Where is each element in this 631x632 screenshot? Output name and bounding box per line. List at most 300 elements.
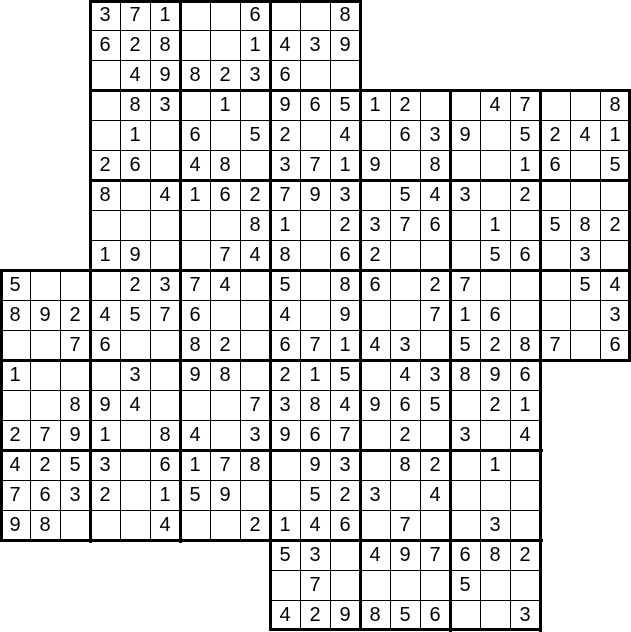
given-cell-r4-c14: 3 bbox=[420, 120, 450, 150]
empty-cell-r9-c17[interactable] bbox=[510, 270, 540, 300]
given-cell-r6-c17: 2 bbox=[510, 180, 540, 210]
empty-cell-r0-c9[interactable] bbox=[270, 0, 300, 30]
given-cell-r4-c17: 5 bbox=[510, 120, 540, 150]
given-cell-r2-c7: 2 bbox=[210, 60, 240, 90]
given-cell-r0-c8: 6 bbox=[240, 0, 270, 30]
given-cell-r16-c14: 4 bbox=[420, 480, 450, 510]
empty-cell-r12-c12[interactable] bbox=[360, 360, 390, 390]
empty-cell-r8-c20[interactable] bbox=[600, 240, 630, 270]
empty-cell-r16-c17[interactable] bbox=[510, 480, 540, 510]
given-cell-r17-c1: 8 bbox=[30, 510, 60, 540]
given-cell-r11-c10: 7 bbox=[300, 330, 330, 360]
empty-cell-r11-c1[interactable] bbox=[30, 330, 60, 360]
given-cell-r11-c18: 7 bbox=[540, 330, 570, 360]
empty-cell-r5-c8[interactable] bbox=[240, 150, 270, 180]
empty-cell-r0-c10[interactable] bbox=[300, 0, 330, 30]
given-cell-r5-c18: 6 bbox=[540, 150, 570, 180]
given-cell-r18-c10: 3 bbox=[300, 540, 330, 570]
given-cell-r9-c9: 5 bbox=[270, 270, 300, 300]
given-cell-r7-c16: 1 bbox=[480, 210, 510, 240]
given-cell-r13-c4: 4 bbox=[120, 390, 150, 420]
empty-cell-r9-c8[interactable] bbox=[240, 270, 270, 300]
given-cell-r9-c6: 7 bbox=[180, 270, 210, 300]
empty-cell-r19-c16[interactable] bbox=[480, 570, 510, 600]
empty-cell-r13-c0[interactable] bbox=[0, 390, 30, 420]
given-cell-r3-c9: 9 bbox=[270, 90, 300, 120]
given-cell-r14-c13: 2 bbox=[390, 420, 420, 450]
given-cell-r15-c1: 2 bbox=[30, 450, 60, 480]
given-cell-r10-c3: 4 bbox=[90, 300, 120, 330]
given-cell-r4-c6: 6 bbox=[180, 120, 210, 150]
given-cell-r13-c10: 8 bbox=[300, 390, 330, 420]
empty-cell-r0-c6[interactable] bbox=[180, 0, 210, 30]
given-cell-r7-c8: 8 bbox=[240, 210, 270, 240]
empty-cell-r7-c7[interactable] bbox=[210, 210, 240, 240]
empty-cell-r13-c6[interactable] bbox=[180, 390, 210, 420]
given-cell-r13-c9: 3 bbox=[270, 390, 300, 420]
empty-cell-r19-c12[interactable] bbox=[360, 570, 390, 600]
given-cell-r8-c4: 9 bbox=[120, 240, 150, 270]
given-cell-r11-c11: 1 bbox=[330, 330, 360, 360]
empty-cell-r6-c12[interactable] bbox=[360, 180, 390, 210]
empty-cell-r12-c5[interactable] bbox=[150, 360, 180, 390]
given-cell-r14-c9: 9 bbox=[270, 420, 300, 450]
given-cell-r13-c12: 9 bbox=[360, 390, 390, 420]
empty-cell-r14-c16[interactable] bbox=[480, 420, 510, 450]
empty-cell-r19-c13[interactable] bbox=[390, 570, 420, 600]
empty-cell-r8-c6[interactable] bbox=[180, 240, 210, 270]
given-cell-r17-c9: 1 bbox=[270, 510, 300, 540]
empty-cell-r4-c7[interactable] bbox=[210, 120, 240, 150]
empty-cell-r11-c19[interactable] bbox=[570, 330, 600, 360]
given-cell-r4-c20: 1 bbox=[600, 120, 630, 150]
given-cell-r11-c15: 5 bbox=[450, 330, 480, 360]
given-cell-r15-c13: 8 bbox=[390, 450, 420, 480]
empty-cell-r7-c17[interactable] bbox=[510, 210, 540, 240]
given-cell-r9-c15: 7 bbox=[450, 270, 480, 300]
given-cell-r15-c16: 1 bbox=[480, 450, 510, 480]
given-cell-r12-c10: 1 bbox=[300, 360, 330, 390]
given-cell-r18-c17: 2 bbox=[510, 540, 540, 570]
given-cell-r4-c19: 4 bbox=[570, 120, 600, 150]
empty-cell-r19-c9[interactable] bbox=[270, 570, 300, 600]
given-cell-r19-c10: 7 bbox=[300, 570, 330, 600]
empty-cell-r7-c6[interactable] bbox=[180, 210, 210, 240]
empty-cell-r9-c13[interactable] bbox=[390, 270, 420, 300]
empty-cell-r8-c18[interactable] bbox=[540, 240, 570, 270]
empty-cell-r10-c8[interactable] bbox=[240, 300, 270, 330]
given-cell-r10-c6: 6 bbox=[180, 300, 210, 330]
empty-cell-r2-c3[interactable] bbox=[90, 60, 120, 90]
empty-cell-r14-c7[interactable] bbox=[210, 420, 240, 450]
empty-cell-r7-c5[interactable] bbox=[150, 210, 180, 240]
given-cell-r12-c15: 8 bbox=[450, 360, 480, 390]
empty-cell-r19-c14[interactable] bbox=[420, 570, 450, 600]
empty-cell-r14-c14[interactable] bbox=[420, 420, 450, 450]
given-cell-r17-c16: 3 bbox=[480, 510, 510, 540]
given-cell-r7-c9: 1 bbox=[270, 210, 300, 240]
empty-cell-r9-c2[interactable] bbox=[60, 270, 90, 300]
given-cell-r10-c20: 3 bbox=[600, 300, 630, 330]
given-cell-r10-c2: 2 bbox=[60, 300, 90, 330]
given-cell-r1-c10: 3 bbox=[300, 30, 330, 60]
given-cell-r14-c6: 4 bbox=[180, 420, 210, 450]
empty-cell-r3-c8[interactable] bbox=[240, 90, 270, 120]
empty-cell-r10-c17[interactable] bbox=[510, 300, 540, 330]
given-cell-r8-c16: 5 bbox=[480, 240, 510, 270]
empty-cell-r2-c11[interactable] bbox=[330, 60, 360, 90]
given-cell-r4-c8: 5 bbox=[240, 120, 270, 150]
given-cell-r11-c2: 7 bbox=[60, 330, 90, 360]
given-cell-r7-c18: 5 bbox=[540, 210, 570, 240]
given-cell-r5-c6: 4 bbox=[180, 150, 210, 180]
empty-cell-r10-c12[interactable] bbox=[360, 300, 390, 330]
empty-cell-r11-c0[interactable] bbox=[0, 330, 30, 360]
empty-cell-r9-c10[interactable] bbox=[300, 270, 330, 300]
empty-cell-r7-c4[interactable] bbox=[120, 210, 150, 240]
given-cell-r3-c7: 1 bbox=[210, 90, 240, 120]
given-cell-r6-c13: 5 bbox=[390, 180, 420, 210]
empty-cell-r13-c15[interactable] bbox=[450, 390, 480, 420]
empty-cell-r15-c9[interactable] bbox=[270, 450, 300, 480]
given-cell-r1-c5: 8 bbox=[150, 30, 180, 60]
given-cell-r5-c4: 6 bbox=[120, 150, 150, 180]
given-cell-r9-c5: 3 bbox=[150, 270, 180, 300]
given-cell-r15-c6: 1 bbox=[180, 450, 210, 480]
empty-cell-r20-c16[interactable] bbox=[480, 600, 510, 630]
given-cell-r15-c0: 4 bbox=[0, 450, 30, 480]
given-cell-r6-c14: 4 bbox=[420, 180, 450, 210]
empty-cell-r17-c6[interactable] bbox=[180, 510, 210, 540]
given-cell-r12-c6: 9 bbox=[180, 360, 210, 390]
empty-cell-r17-c15[interactable] bbox=[450, 510, 480, 540]
given-cell-r18-c15: 6 bbox=[450, 540, 480, 570]
given-cell-r14-c3: 1 bbox=[90, 420, 120, 450]
given-cell-r1-c11: 9 bbox=[330, 30, 360, 60]
given-cell-r5-c14: 8 bbox=[420, 150, 450, 180]
given-cell-r16-c1: 6 bbox=[30, 480, 60, 510]
given-cell-r11-c16: 2 bbox=[480, 330, 510, 360]
given-cell-r20-c13: 5 bbox=[390, 600, 420, 630]
given-cell-r15-c7: 7 bbox=[210, 450, 240, 480]
empty-cell-r8-c13[interactable] bbox=[390, 240, 420, 270]
given-cell-r3-c13: 2 bbox=[390, 90, 420, 120]
empty-cell-r13-c5[interactable] bbox=[150, 390, 180, 420]
given-cell-r10-c0: 8 bbox=[0, 300, 30, 330]
given-cell-r4-c13: 6 bbox=[390, 120, 420, 150]
given-cell-r3-c20: 8 bbox=[600, 90, 630, 120]
empty-cell-r16-c16[interactable] bbox=[480, 480, 510, 510]
empty-cell-r16-c13[interactable] bbox=[390, 480, 420, 510]
given-cell-r14-c2: 9 bbox=[60, 420, 90, 450]
given-cell-r6-c11: 3 bbox=[330, 180, 360, 210]
empty-cell-r8-c10[interactable] bbox=[300, 240, 330, 270]
empty-cell-r17-c12[interactable] bbox=[360, 510, 390, 540]
given-cell-r8-c12: 2 bbox=[360, 240, 390, 270]
empty-cell-r16-c9[interactable] bbox=[270, 480, 300, 510]
empty-cell-r18-c11[interactable] bbox=[330, 540, 360, 570]
empty-cell-r6-c18[interactable] bbox=[540, 180, 570, 210]
empty-cell-r7-c3[interactable] bbox=[90, 210, 120, 240]
empty-cell-r17-c2[interactable] bbox=[60, 510, 90, 540]
given-cell-r18-c12: 4 bbox=[360, 540, 390, 570]
given-cell-r16-c3: 2 bbox=[90, 480, 120, 510]
given-cell-r6-c7: 6 bbox=[210, 180, 240, 210]
given-cell-r12-c7: 8 bbox=[210, 360, 240, 390]
given-cell-r8-c7: 7 bbox=[210, 240, 240, 270]
given-cell-r20-c17: 3 bbox=[510, 600, 540, 630]
empty-cell-r6-c4[interactable] bbox=[120, 180, 150, 210]
given-cell-r20-c11: 9 bbox=[330, 600, 360, 630]
empty-cell-r10-c18[interactable] bbox=[540, 300, 570, 330]
empty-cell-r5-c13[interactable] bbox=[390, 150, 420, 180]
given-cell-r18-c13: 9 bbox=[390, 540, 420, 570]
given-cell-r8-c17: 6 bbox=[510, 240, 540, 270]
given-cell-r4-c4: 1 bbox=[120, 120, 150, 150]
empty-cell-r14-c12[interactable] bbox=[360, 420, 390, 450]
empty-cell-r11-c4[interactable] bbox=[120, 330, 150, 360]
given-cell-r3-c11: 5 bbox=[330, 90, 360, 120]
empty-cell-r10-c13[interactable] bbox=[390, 300, 420, 330]
given-cell-r7-c14: 6 bbox=[420, 210, 450, 240]
given-cell-r4-c18: 2 bbox=[540, 120, 570, 150]
given-cell-r5-c17: 1 bbox=[510, 150, 540, 180]
given-cell-r13-c13: 6 bbox=[390, 390, 420, 420]
empty-cell-r4-c5[interactable] bbox=[150, 120, 180, 150]
empty-cell-r14-c4[interactable] bbox=[120, 420, 150, 450]
given-cell-r11-c12: 4 bbox=[360, 330, 390, 360]
empty-cell-r8-c5[interactable] bbox=[150, 240, 180, 270]
empty-cell-r5-c5[interactable] bbox=[150, 150, 180, 180]
empty-cell-r6-c20[interactable] bbox=[600, 180, 630, 210]
given-cell-r17-c11: 6 bbox=[330, 510, 360, 540]
given-cell-r15-c11: 3 bbox=[330, 450, 360, 480]
given-cell-r20-c12: 8 bbox=[360, 600, 390, 630]
empty-cell-r20-c15[interactable] bbox=[450, 600, 480, 630]
given-cell-r5-c12: 9 bbox=[360, 150, 390, 180]
given-cell-r0-c5: 1 bbox=[150, 0, 180, 30]
given-cell-r16-c12: 3 bbox=[360, 480, 390, 510]
given-cell-r7-c19: 8 bbox=[570, 210, 600, 240]
given-cell-r5-c20: 5 bbox=[600, 150, 630, 180]
empty-cell-r19-c17[interactable] bbox=[510, 570, 540, 600]
empty-cell-r5-c16[interactable] bbox=[480, 150, 510, 180]
empty-cell-r17-c14[interactable] bbox=[420, 510, 450, 540]
given-cell-r12-c9: 2 bbox=[270, 360, 300, 390]
empty-cell-r5-c15[interactable] bbox=[450, 150, 480, 180]
given-cell-r5-c9: 3 bbox=[270, 150, 300, 180]
empty-cell-r10-c19[interactable] bbox=[570, 300, 600, 330]
given-cell-r12-c0: 1 bbox=[0, 360, 30, 390]
empty-cell-r6-c16[interactable] bbox=[480, 180, 510, 210]
given-cell-r13-c14: 5 bbox=[420, 390, 450, 420]
empty-cell-r7-c15[interactable] bbox=[450, 210, 480, 240]
given-cell-r8-c19: 3 bbox=[570, 240, 600, 270]
given-cell-r2-c5: 9 bbox=[150, 60, 180, 90]
given-cell-r15-c5: 6 bbox=[150, 450, 180, 480]
empty-cell-r3-c3[interactable] bbox=[90, 90, 120, 120]
empty-cell-r3-c14[interactable] bbox=[420, 90, 450, 120]
empty-cell-r9-c16[interactable] bbox=[480, 270, 510, 300]
given-cell-r3-c4: 8 bbox=[120, 90, 150, 120]
empty-cell-r15-c17[interactable] bbox=[510, 450, 540, 480]
empty-cell-r15-c4[interactable] bbox=[120, 450, 150, 480]
empty-cell-r16-c15[interactable] bbox=[450, 480, 480, 510]
given-cell-r6-c10: 9 bbox=[300, 180, 330, 210]
given-cell-r9-c19: 5 bbox=[570, 270, 600, 300]
given-cell-r14-c5: 8 bbox=[150, 420, 180, 450]
given-cell-r14-c1: 7 bbox=[30, 420, 60, 450]
empty-cell-r1-c6[interactable] bbox=[180, 30, 210, 60]
given-cell-r8-c8: 4 bbox=[240, 240, 270, 270]
empty-cell-r0-c7[interactable] bbox=[210, 0, 240, 30]
empty-cell-r5-c19[interactable] bbox=[570, 150, 600, 180]
given-cell-r4-c9: 2 bbox=[270, 120, 300, 150]
given-cell-r17-c0: 9 bbox=[0, 510, 30, 540]
given-cell-r16-c7: 9 bbox=[210, 480, 240, 510]
given-cell-r15-c8: 8 bbox=[240, 450, 270, 480]
given-cell-r9-c12: 6 bbox=[360, 270, 390, 300]
given-cell-r13-c17: 1 bbox=[510, 390, 540, 420]
given-cell-r14-c17: 4 bbox=[510, 420, 540, 450]
given-cell-r9-c4: 2 bbox=[120, 270, 150, 300]
given-cell-r12-c13: 4 bbox=[390, 360, 420, 390]
given-cell-r13-c8: 7 bbox=[240, 390, 270, 420]
empty-cell-r2-c10[interactable] bbox=[300, 60, 330, 90]
empty-cell-r17-c3[interactable] bbox=[90, 510, 120, 540]
given-cell-r6-c9: 7 bbox=[270, 180, 300, 210]
given-cell-r13-c11: 4 bbox=[330, 390, 360, 420]
empty-cell-r11-c14[interactable] bbox=[420, 330, 450, 360]
given-cell-r12-c11: 5 bbox=[330, 360, 360, 390]
empty-cell-r1-c7[interactable] bbox=[210, 30, 240, 60]
given-cell-r16-c10: 5 bbox=[300, 480, 330, 510]
empty-cell-r4-c3[interactable] bbox=[90, 120, 120, 150]
given-cell-r12-c17: 6 bbox=[510, 360, 540, 390]
empty-cell-r10-c7[interactable] bbox=[210, 300, 240, 330]
given-cell-r10-c15: 1 bbox=[450, 300, 480, 330]
given-cell-r8-c11: 6 bbox=[330, 240, 360, 270]
given-cell-r6-c5: 4 bbox=[150, 180, 180, 210]
given-cell-r20-c10: 2 bbox=[300, 600, 330, 630]
empty-cell-r4-c12[interactable] bbox=[360, 120, 390, 150]
given-cell-r16-c5: 1 bbox=[150, 480, 180, 510]
given-cell-r16-c6: 5 bbox=[180, 480, 210, 510]
empty-cell-r12-c2[interactable] bbox=[60, 360, 90, 390]
given-cell-r18-c16: 8 bbox=[480, 540, 510, 570]
given-cell-r3-c5: 3 bbox=[150, 90, 180, 120]
given-cell-r1-c4: 2 bbox=[120, 30, 150, 60]
given-cell-r3-c10: 6 bbox=[300, 90, 330, 120]
empty-cell-r8-c14[interactable] bbox=[420, 240, 450, 270]
empty-cell-r3-c6[interactable] bbox=[180, 90, 210, 120]
empty-cell-r10-c10[interactable] bbox=[300, 300, 330, 330]
empty-cell-r9-c18[interactable] bbox=[540, 270, 570, 300]
empty-cell-r7-c10[interactable] bbox=[300, 210, 330, 240]
given-cell-r13-c16: 2 bbox=[480, 390, 510, 420]
empty-cell-r9-c1[interactable] bbox=[30, 270, 60, 300]
given-cell-r4-c11: 4 bbox=[330, 120, 360, 150]
given-cell-r12-c4: 3 bbox=[120, 360, 150, 390]
empty-cell-r13-c1[interactable] bbox=[30, 390, 60, 420]
empty-cell-r17-c7[interactable] bbox=[210, 510, 240, 540]
empty-cell-r17-c4[interactable] bbox=[120, 510, 150, 540]
given-cell-r15-c3: 3 bbox=[90, 450, 120, 480]
empty-cell-r11-c8[interactable] bbox=[240, 330, 270, 360]
given-cell-r11-c17: 8 bbox=[510, 330, 540, 360]
given-cell-r17-c10: 4 bbox=[300, 510, 330, 540]
given-cell-r3-c12: 1 bbox=[360, 90, 390, 120]
empty-cell-r4-c10[interactable] bbox=[300, 120, 330, 150]
empty-cell-r8-c15[interactable] bbox=[450, 240, 480, 270]
empty-cell-r9-c3[interactable] bbox=[90, 270, 120, 300]
given-cell-r6-c8: 2 bbox=[240, 180, 270, 210]
given-cell-r17-c5: 4 bbox=[150, 510, 180, 540]
given-cell-r0-c11: 8 bbox=[330, 0, 360, 30]
empty-cell-r12-c3[interactable] bbox=[90, 360, 120, 390]
given-cell-r13-c2: 8 bbox=[60, 390, 90, 420]
given-cell-r4-c15: 9 bbox=[450, 120, 480, 150]
given-cell-r10-c5: 7 bbox=[150, 300, 180, 330]
given-cell-r20-c14: 6 bbox=[420, 600, 450, 630]
empty-cell-r11-c5[interactable] bbox=[150, 330, 180, 360]
given-cell-r10-c1: 9 bbox=[30, 300, 60, 330]
given-cell-r20-c9: 4 bbox=[270, 600, 300, 630]
given-cell-r10-c16: 6 bbox=[480, 300, 510, 330]
empty-cell-r13-c7[interactable] bbox=[210, 390, 240, 420]
given-cell-r1-c3: 6 bbox=[90, 30, 120, 60]
given-cell-r1-c9: 4 bbox=[270, 30, 300, 60]
given-cell-r18-c9: 5 bbox=[270, 540, 300, 570]
empty-cell-r3-c19[interactable] bbox=[570, 90, 600, 120]
given-cell-r2-c4: 4 bbox=[120, 60, 150, 90]
given-cell-r7-c20: 2 bbox=[600, 210, 630, 240]
empty-cell-r17-c17[interactable] bbox=[510, 510, 540, 540]
empty-cell-r16-c8[interactable] bbox=[240, 480, 270, 510]
given-cell-r2-c9: 6 bbox=[270, 60, 300, 90]
given-cell-r17-c13: 7 bbox=[390, 510, 420, 540]
given-cell-r0-c3: 3 bbox=[90, 0, 120, 30]
empty-cell-r16-c4[interactable] bbox=[120, 480, 150, 510]
empty-cell-r3-c18[interactable] bbox=[540, 90, 570, 120]
given-cell-r5-c10: 7 bbox=[300, 150, 330, 180]
empty-cell-r15-c12[interactable] bbox=[360, 450, 390, 480]
given-cell-r16-c0: 7 bbox=[0, 480, 30, 510]
empty-cell-r12-c1[interactable] bbox=[30, 360, 60, 390]
given-cell-r14-c15: 3 bbox=[450, 420, 480, 450]
given-cell-r11-c13: 3 bbox=[390, 330, 420, 360]
given-cell-r5-c3: 2 bbox=[90, 150, 120, 180]
empty-cell-r12-c8[interactable] bbox=[240, 360, 270, 390]
given-cell-r6-c3: 8 bbox=[90, 180, 120, 210]
given-cell-r9-c0: 5 bbox=[0, 270, 30, 300]
empty-cell-r3-c15[interactable] bbox=[450, 90, 480, 120]
given-cell-r7-c12: 3 bbox=[360, 210, 390, 240]
given-cell-r1-c8: 1 bbox=[240, 30, 270, 60]
given-cell-r10-c4: 5 bbox=[120, 300, 150, 330]
given-cell-r2-c6: 8 bbox=[180, 60, 210, 90]
given-cell-r6-c15: 3 bbox=[450, 180, 480, 210]
empty-cell-r15-c15[interactable] bbox=[450, 450, 480, 480]
given-cell-r7-c13: 7 bbox=[390, 210, 420, 240]
empty-cell-r6-c19[interactable] bbox=[570, 180, 600, 210]
given-cell-r15-c14: 2 bbox=[420, 450, 450, 480]
given-cell-r16-c11: 2 bbox=[330, 480, 360, 510]
empty-cell-r4-c16[interactable] bbox=[480, 120, 510, 150]
empty-cell-r19-c11[interactable] bbox=[330, 570, 360, 600]
given-cell-r12-c14: 3 bbox=[420, 360, 450, 390]
given-cell-r10-c14: 7 bbox=[420, 300, 450, 330]
